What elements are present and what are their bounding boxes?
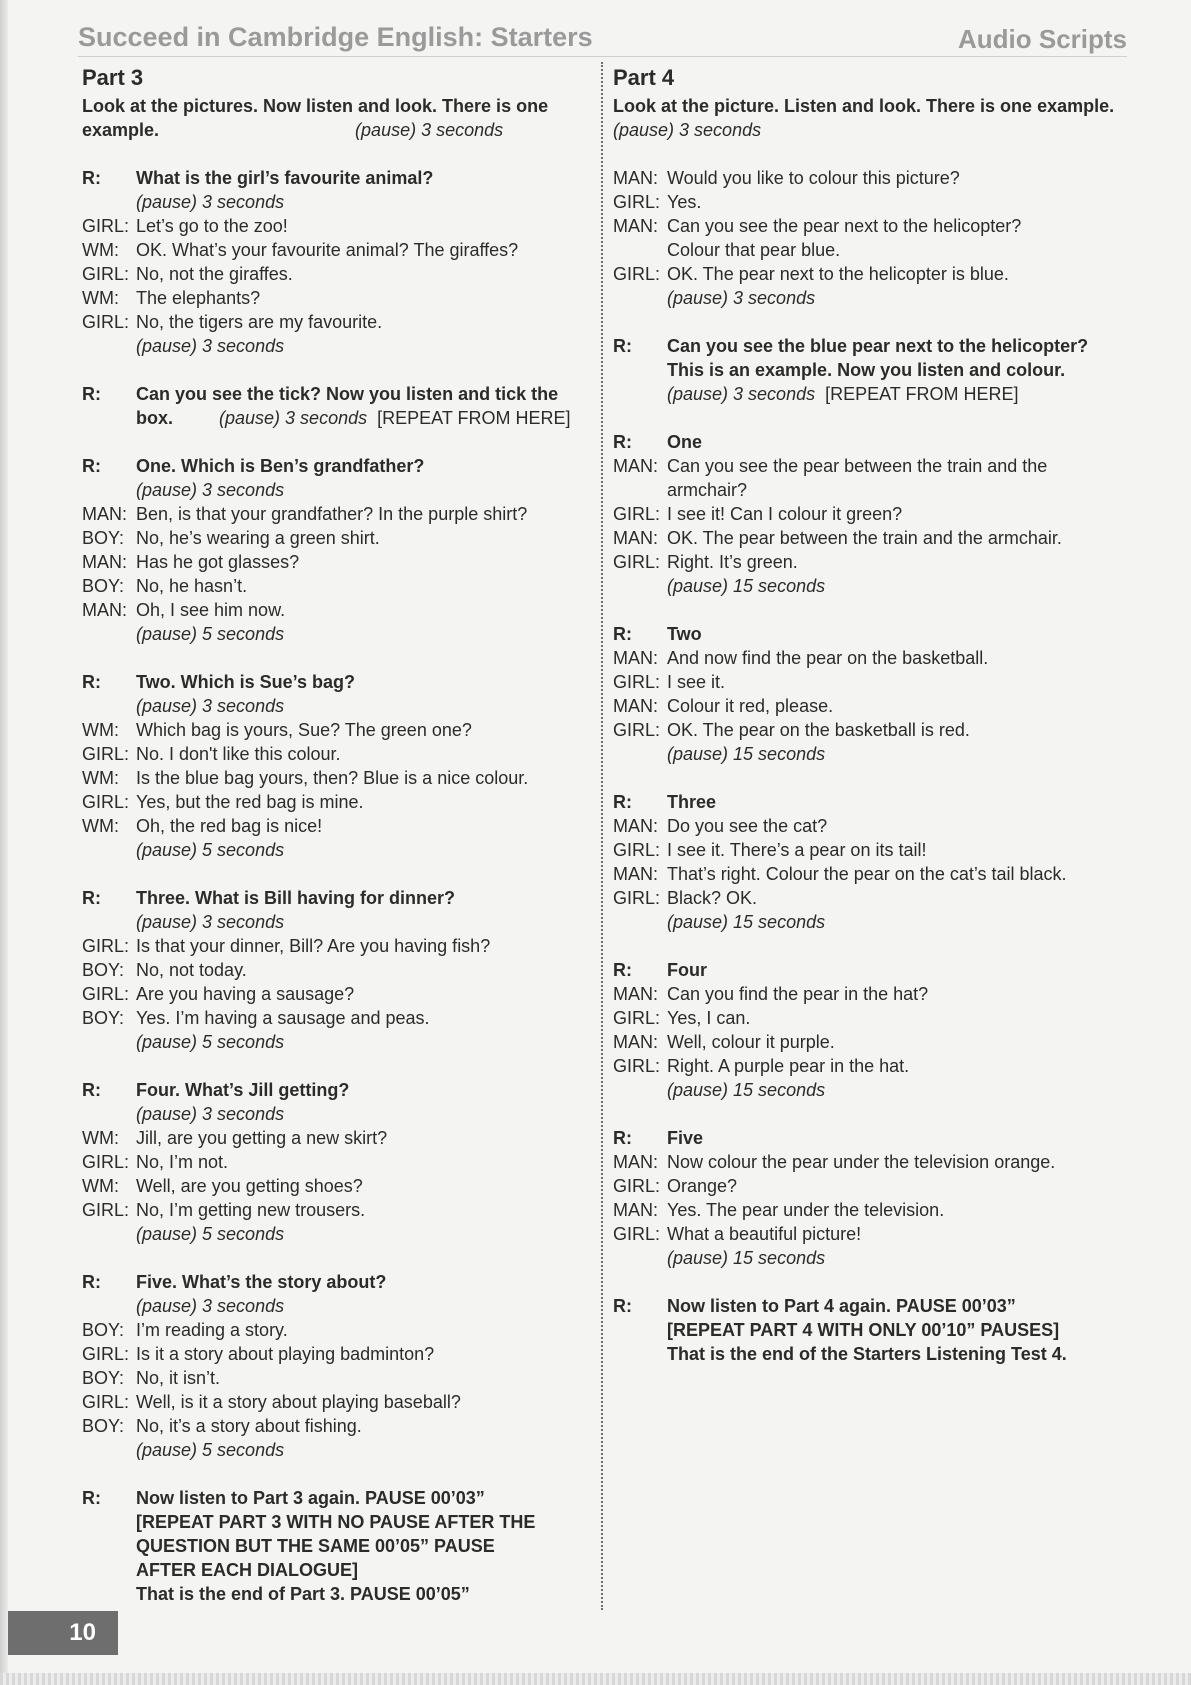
pause-text: (pause) 15 seconds [667,1080,826,1100]
speaker: MAN: [613,816,658,836]
dialogue-line [613,1222,1133,1246]
speaker: GIRL: [82,1392,130,1412]
speaker-r: R: [82,384,101,404]
speech: OK. The pear on the basketball is red. [667,720,970,740]
dialogue-line [613,190,1133,214]
speaker-r: R: [613,336,632,356]
dialogue-line [82,1174,587,1198]
question-row [82,670,587,694]
dialogue-line [82,1342,587,1366]
speaker-r: R: [82,672,101,692]
dialogue-line [82,286,587,310]
dialogue-line [82,1318,587,1342]
speaker: GIRL: [82,1344,130,1364]
dialogue-3 [82,934,587,1030]
speech: Can you find the pear in the hat? [667,984,929,1004]
speaker: BOY: [82,1416,125,1436]
question-text: What is the girl’s favourite animal? [136,168,434,188]
dialogue-line [613,886,1133,910]
question-text: Five [667,1128,704,1148]
speech: Can you see the pear between the train and the [667,456,1048,476]
dialogue-line [613,454,1133,478]
dialogue-line [82,1414,587,1438]
speech: No. I don't like this colour. [136,744,341,764]
speech: Black? OK. [667,888,758,908]
speaker: GIRL: [82,312,130,332]
speaker-r: R: [82,1488,101,1508]
end-instruction [613,1342,1133,1366]
speaker-r: R: [82,168,101,188]
dialogue-4 [82,1126,587,1222]
dialogue-line [82,1366,587,1390]
speaker: GIRL: [613,192,661,212]
speech: Well, are you getting shoes? [136,1176,363,1196]
speech: No, not the giraffes. [136,264,293,284]
dialogue-line [613,814,1133,838]
speaker-r: R: [82,1080,101,1100]
dialogue-line [82,502,587,526]
dialogue-line [82,718,587,742]
speaker-r: R: [613,624,632,644]
pause-text: (pause) 3 seconds [136,336,285,356]
speech: Yes. [667,192,702,212]
question-row [82,886,587,910]
speech: OK. The pear between the train and the armchair. [667,528,1062,548]
speech: No, not today. [136,960,247,980]
speech: Oh, the red bag is nice! [136,816,323,836]
dialogue-line [82,742,587,766]
dialogue-line [82,1006,587,1030]
speech: armchair? [667,480,748,500]
column-divider [601,62,603,1610]
end-line: That is the end of the Starters Listening Test 4. [667,1344,1067,1364]
dialogue-line [613,862,1133,886]
speech: Colour that pear blue. [667,240,841,260]
speaker: GIRL: [613,672,661,692]
dialogue-line [613,1198,1133,1222]
part3-intro-text: example. [82,120,160,140]
dialogue-2 [613,646,1133,742]
speech: Is the blue bag yours, then? Blue is a nice colour. [136,768,529,788]
dialogue-0 [613,166,1133,286]
speaker: MAN: [613,168,658,188]
speaker-r: R: [613,792,632,812]
speech: That’s right. Colour the pear on the cat’s tail black. [667,864,1067,884]
speaker: GIRL: [613,552,661,572]
speech: I see it. There’s a pear on its tail! [667,840,927,860]
pause-text: (pause) 15 seconds [667,1248,826,1268]
end-instruction [613,1294,1133,1318]
speaker: MAN: [613,456,658,476]
instruction-row [82,406,587,430]
pause-text: (pause) 3 seconds [136,1296,285,1316]
end-line: [REPEAT PART 4 WITH ONLY 00’10” PAUSES] [667,1320,1060,1340]
question-row [82,1078,587,1102]
speaker: BOY: [82,1320,125,1340]
speech: I see it. [667,672,726,692]
speaker: BOY: [82,528,125,548]
end-line: That is the end of Part 3. PAUSE 00’05” [136,1584,470,1604]
repeat-note: [REPEAT FROM HERE] [825,384,1019,404]
speech: The elephants? [136,288,261,308]
speech: I see it! Can I colour it green? [667,504,903,524]
speech: Right. It’s green. [667,552,798,572]
speaker: MAN: [613,1200,658,1220]
part4-column [613,64,1133,1366]
pause-text: (pause) 15 seconds [667,576,826,596]
speech: Is it a story about playing badminton? [136,1344,435,1364]
speaker: MAN: [82,504,127,524]
speech: Would you like to colour this picture? [667,168,960,188]
speaker: WM: [82,240,119,260]
speaker-r: R: [613,1128,632,1148]
speaker: GIRL: [82,792,130,812]
speaker: WM: [82,288,119,308]
dialogue-line [613,214,1133,238]
speaker-r: R: [82,1272,101,1292]
dialogue-5 [82,1318,587,1438]
speech: And now find the pear on the basketball. [667,648,989,668]
speaker: MAN: [82,552,127,572]
speaker: GIRL: [613,1008,661,1028]
speaker-r: R: [82,888,101,908]
question-text: Two [667,624,702,644]
pause-text: (pause) 3 seconds [136,696,285,716]
dialogue-line [613,502,1133,526]
speaker: GIRL: [82,216,130,236]
end-line: AFTER EACH DIALOGUE] [136,1560,358,1580]
page-number: 10 [8,1611,118,1655]
dialogue-line [613,262,1133,286]
dialogue-5 [613,1150,1133,1246]
instruction-text: box. [136,408,174,428]
instruction-row [82,382,587,406]
dialogue-line [82,934,587,958]
dialogue-line [613,646,1133,670]
speech: No, it’s a story about fishing. [136,1416,362,1436]
page-edge [0,0,8,1685]
speech: Well, is it a story about playing baseball? [136,1392,461,1412]
pause-text: (pause) 5 seconds [136,840,285,860]
speech: Right. A purple pear in the hat. [667,1056,910,1076]
pause-text: (pause) 3 seconds [136,1104,285,1124]
speech: Which bag is yours, Sue? The green one? [136,720,472,740]
speaker: GIRL: [82,264,130,284]
dialogue-line [613,838,1133,862]
question-text: Five. What’s the story about? [136,1272,387,1292]
question-row [613,958,1133,982]
question-text: One. Which is Ben’s grandfather? [136,456,425,476]
dialogue-line [613,670,1133,694]
speaker: MAN: [613,1032,658,1052]
end-instruction [82,1534,587,1558]
dialogue-line [82,1150,587,1174]
dialogue-3 [613,814,1133,910]
speaker: GIRL: [613,264,661,284]
speech: Are you having a sausage? [136,984,355,1004]
part4-title: Part 4 [613,65,675,90]
end-line: Now listen to Part 4 again. PAUSE 00’03” [667,1296,1016,1316]
dialogue-line [82,238,587,262]
end-instruction [82,1582,587,1606]
dialogue-line [82,550,587,574]
speech: No, I’m not. [136,1152,229,1172]
question-row [82,166,587,190]
speaker: GIRL: [82,984,130,1004]
speaker: MAN: [82,600,127,620]
speaker: GIRL: [613,888,661,908]
speaker: BOY: [82,960,125,980]
instruction-text: Can you see the tick? Now you listen and tick the [136,384,559,404]
question-row [613,622,1133,646]
speaker: MAN: [613,864,658,884]
end-instruction [82,1510,587,1534]
dialogue-line [613,718,1133,742]
dialogue-line [613,1006,1133,1030]
dialogue-line [613,238,1133,262]
speaker: GIRL: [613,1224,661,1244]
part4-intro [613,94,1133,142]
speaker: GIRL: [613,1056,661,1076]
speaker: WM: [82,816,119,836]
example-text: Can you see the blue pear next to the helicopter? [667,336,1089,356]
dialogue-line [613,1030,1133,1054]
speaker: WM: [82,768,119,788]
speech: Ben, is that your grandfather? In the purple shirt? [136,504,528,524]
dialogue-line [613,1150,1133,1174]
part3-title: Part 3 [82,65,144,90]
dialogue-2 [82,718,587,838]
speech: No, the tigers are my favourite. [136,312,383,332]
part3-intro-line2 [82,118,587,142]
question-text: Four. What’s Jill getting? [136,1080,350,1100]
dialogue-line [82,982,587,1006]
dialogue-1 [82,502,587,622]
speaker-r: R: [613,960,632,980]
page-header [78,22,1127,57]
part4-intro-pause: (pause) 3 seconds [613,120,762,140]
speech: Has he got glasses? [136,552,300,572]
pause-text: (pause) 5 seconds [136,1440,285,1460]
speaker-r: R: [613,432,632,452]
speech: Let’s go to the zoo! [136,216,288,236]
part3-intro [82,94,587,142]
end-instruction [613,1318,1133,1342]
dialogue-line [613,982,1133,1006]
dialogue-line [613,526,1133,550]
dialogue-line [82,1126,587,1150]
speech: I’m reading a story. [136,1320,288,1340]
speech: Well, colour it purple. [667,1032,835,1052]
dialogue-line [613,166,1133,190]
speech: Now colour the pear under the television orange. [667,1152,1056,1172]
speaker: GIRL: [82,1152,130,1172]
book-title: Succeed in Cambridge English: Starters [78,22,593,52]
speaker: MAN: [613,984,658,1004]
dialogue-0 [82,214,587,334]
question-row [82,454,587,478]
speaker: GIRL: [613,720,661,740]
dialogue-line [82,766,587,790]
speech: Jill, are you getting a new skirt? [136,1128,388,1148]
pause-text: (pause) 5 seconds [136,1224,285,1244]
end-line: Now listen to Part 3 again. PAUSE 00’03” [136,1488,485,1508]
speaker: MAN: [613,1152,658,1172]
dialogue-line [82,526,587,550]
speech: Is that your dinner, Bill? Are you having fish? [136,936,491,956]
speaker: MAN: [613,696,658,716]
pause-text: (pause) 3 seconds [667,384,816,404]
dialogue-line [82,214,587,238]
question-row [613,790,1133,814]
speaker: WM: [82,1128,119,1148]
speaker: MAN: [613,528,658,548]
speech: OK. The pear next to the helicopter is blue. [667,264,1009,284]
speech: What a beautiful picture! [667,1224,862,1244]
speech: No, it isn’t. [136,1368,221,1388]
speaker: BOY: [82,1008,125,1028]
pause-text: (pause) 15 seconds [667,912,826,932]
dialogue-line [82,310,587,334]
pause-text: (pause) 5 seconds [136,624,285,644]
pause-text: (pause) 5 seconds [136,1032,285,1052]
example-row [613,358,1133,382]
dialogue-1 [613,454,1133,574]
speech: Orange? [667,1176,738,1196]
question-text: Two. Which is Sue’s bag? [136,672,356,692]
example-text: This is an example. Now you listen and colour. [667,360,1066,380]
dialogue-line [613,1054,1133,1078]
speaker: GIRL: [613,840,661,860]
pause-text: (pause) 3 seconds [667,288,816,308]
pause-text: (pause) 3 seconds [219,408,368,428]
speech: Colour it red, please. [667,696,834,716]
speaker: WM: [82,720,119,740]
speaker: WM: [82,1176,119,1196]
speech: Do you see the cat? [667,816,828,836]
dialogue-line [613,1174,1133,1198]
dialogue-line [82,598,587,622]
dialogue-line [82,262,587,286]
speaker: BOY: [82,1368,125,1388]
end-line: QUESTION BUT THE SAME 00’05” PAUSE [136,1536,495,1556]
speech: Yes. The pear under the television. [667,1200,945,1220]
example-pause-row [613,382,1133,406]
speaker: GIRL: [82,1200,130,1220]
end-line: [REPEAT PART 3 WITH NO PAUSE AFTER THE [136,1512,536,1532]
speech: No, he’s wearing a green shirt. [136,528,380,548]
part3-intro-pause: (pause) 3 seconds [355,120,504,140]
speaker: GIRL: [82,936,130,956]
speaker-r: R: [613,1296,632,1316]
example-row [613,334,1133,358]
question-row [613,1126,1133,1150]
dialogue-line [82,1390,587,1414]
speech: No, I’m getting new trousers. [136,1200,366,1220]
question-text: One [667,432,703,452]
speaker: GIRL: [613,504,661,524]
dialogue-line [82,958,587,982]
speech: Yes. I’m having a sausage and peas. [136,1008,430,1028]
dialogue-line [613,694,1133,718]
part3-column [82,64,587,1606]
speaker: GIRL: [82,744,130,764]
question-text: Four [667,960,707,980]
dialogue-4 [613,982,1133,1078]
speech: Oh, I see him now. [136,600,286,620]
question-text: Three. What is Bill having for dinner? [136,888,456,908]
page-bottom-edge [0,1673,1191,1685]
part3-intro-line1: Look at the pictures. Now listen and look. There is one [82,96,549,116]
speaker: MAN: [613,648,658,668]
part4-intro-text: Look at the picture. Listen and look. There is one example. [613,96,1115,116]
end-instruction [82,1558,587,1582]
speech: Can you see the pear next to the helicopter? [667,216,1022,236]
speech: OK. What’s your favourite animal? The giraffes? [136,240,519,260]
speaker: BOY: [82,576,125,596]
speaker: GIRL: [613,1176,661,1196]
dialogue-line [82,574,587,598]
section-title: Audio Scripts [957,24,1127,54]
pause-text: (pause) 3 seconds [136,912,285,932]
pause-text: (pause) 3 seconds [136,192,285,212]
speech: Yes, but the red bag is mine. [136,792,364,812]
question-row [613,430,1133,454]
dialogue-line [613,478,1133,502]
pause-text: (pause) 15 seconds [667,744,826,764]
pause-text: (pause) 3 seconds [136,480,285,500]
repeat-note: [REPEAT FROM HERE] [377,408,571,428]
speaker-r: R: [82,456,101,476]
dialogue-line [82,1198,587,1222]
end-instruction [82,1486,587,1510]
speech: No, he hasn’t. [136,576,248,596]
question-row [82,1270,587,1294]
dialogue-line [82,790,587,814]
speech: Yes, I can. [667,1008,751,1028]
speaker: MAN: [613,216,658,236]
dialogue-line [613,550,1133,574]
question-text: Three [667,792,717,812]
dialogue-line [82,814,587,838]
